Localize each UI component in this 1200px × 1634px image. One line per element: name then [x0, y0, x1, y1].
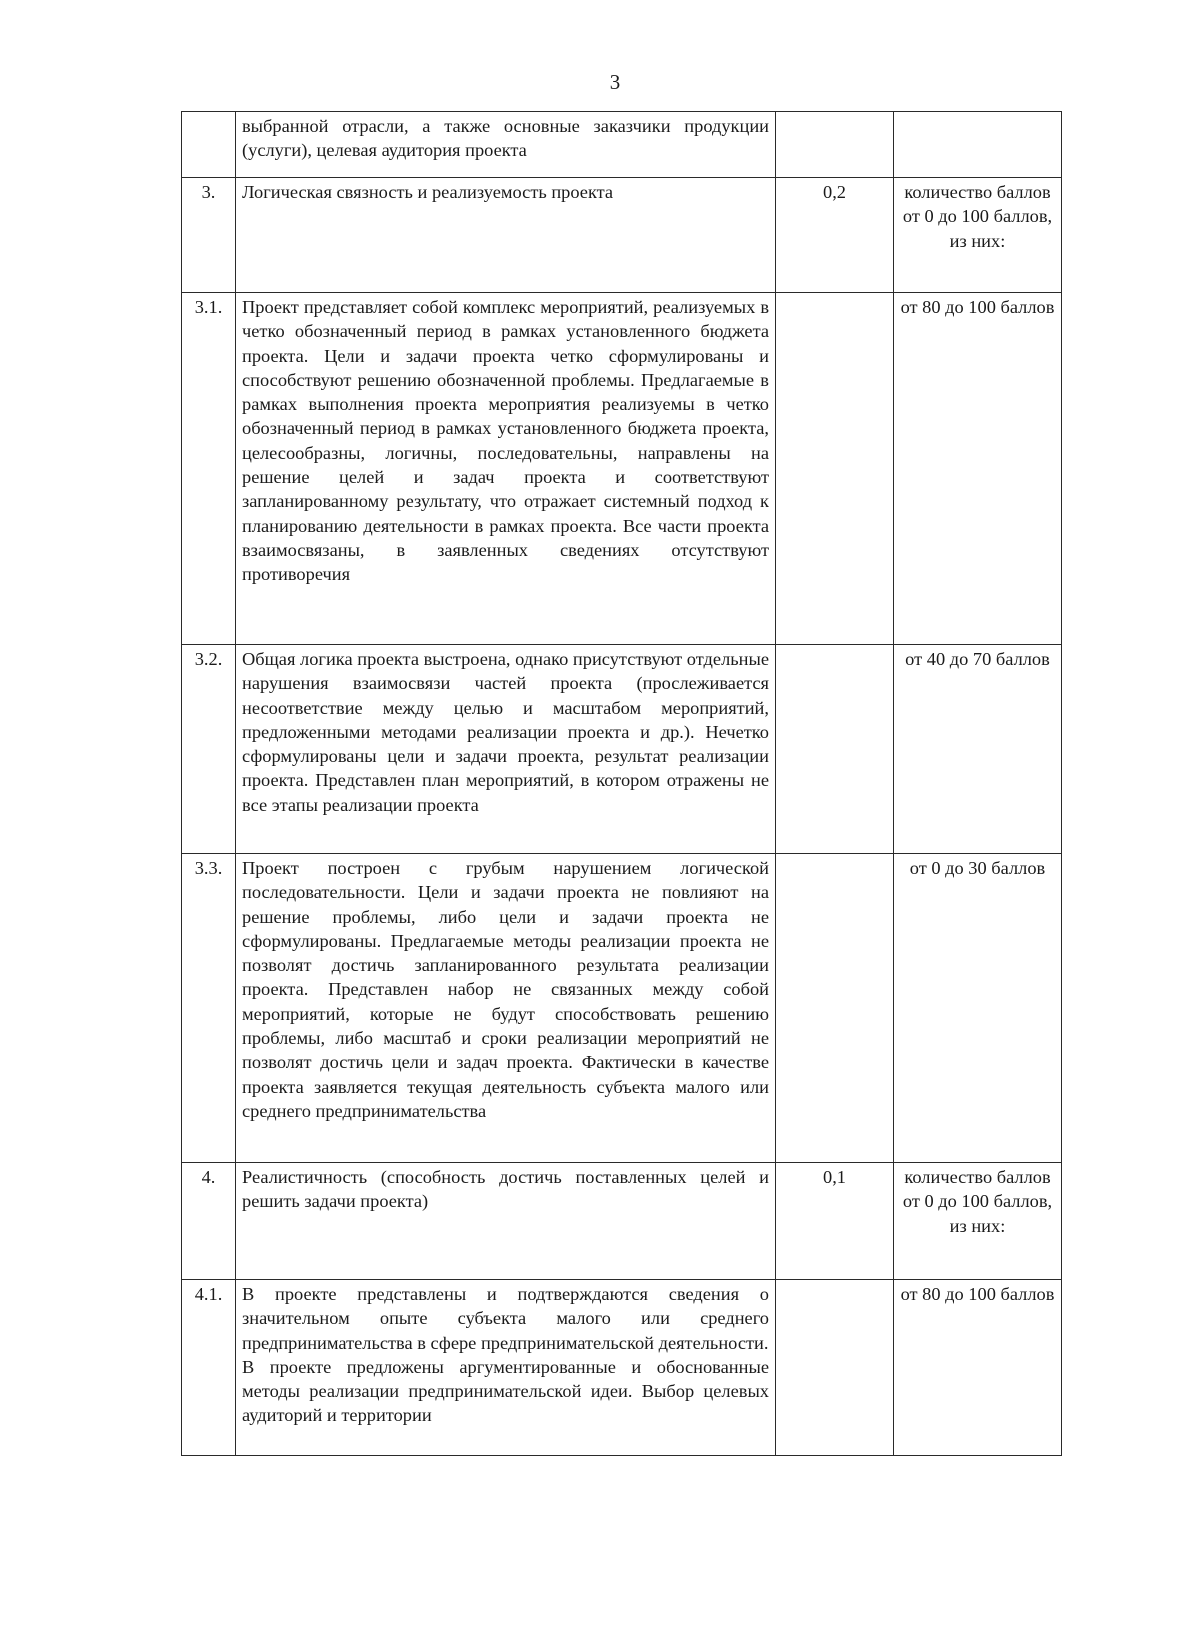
criterion-description-paragraph: В проекте представлены и подтверждаются сведения о значительном опыте субъекта малого или среднего предпринимательства в сфере предпринимательской деятельности.: [242, 1284, 769, 1353]
criterion-score: количество баллов от 0 до 100 баллов, из них:: [894, 1163, 1062, 1280]
criterion-score: [894, 112, 1062, 178]
table-row: [182, 293, 1062, 645]
criterion-weight: [776, 1280, 894, 1456]
criterion-score: от 40 до 70 баллов: [894, 645, 1062, 854]
criterion-description: Реалистичность (способность достичь поставленных целей и решить задачи проекта): [236, 1163, 776, 1280]
criterion-number: [182, 112, 236, 178]
criterion-score: от 80 до 100 баллов: [894, 1280, 1062, 1456]
criterion-description: Общая логика проекта выстроена, однако присутствуют отдельные нарушения взаимосвязи частей проекта (прослеживается несоответствие между целью и масштабом мероприятий, предложенными методами реализации проекта и др.). Нечетко сформулированы цели и задачи проекта, результат реализации проекта. Представлен план мероприятий, в котором отражены не все этапы реализации проекта: [236, 645, 776, 854]
criterion-number: 4.1.: [182, 1280, 236, 1456]
criterion-description: Логическая связность и реализуемость проекта: [236, 178, 776, 293]
criterion-number: 3.2.: [182, 645, 236, 854]
table-row: [182, 645, 1062, 854]
criterion-weight: [776, 112, 894, 178]
criterion-number: 3.1.: [182, 293, 236, 645]
criterion-description: Проект построен с грубым нарушением логической последовательности. Цели и задачи проекта не повлияют на решение проблемы, либо цели и задачи проекта не сформулированы. Предлагаемые методы реализации проекта не позволят достичь запланированного результата реализации проекта. Представлен набор не связанных между собой мероприятий, которые не будут способствовать решению проблемы, либо масштаб и сроки реализации мероприятий не позволят достичь цели и задач проекта. Фактически в качестве проекта заявляется текущая деятельность субъекта малого или среднего предпринимательства: [236, 854, 776, 1163]
criterion-weight: 0,2: [776, 178, 894, 293]
criterion-weight: [776, 293, 894, 645]
table-row: [182, 178, 1062, 293]
table-row: [182, 854, 1062, 1163]
criterion-weight: [776, 645, 894, 854]
criterion-weight: [776, 854, 894, 1163]
criterion-weight: 0,1: [776, 1163, 894, 1280]
criterion-number: 3.3.: [182, 854, 236, 1163]
criterion-description: Проект представляет собой комплекс мероприятий, реализуемых в четко обозначенный период в рамках установленного бюджета проекта. Цели и задачи проекта четко сформулированы и способствуют решению обозначенной проблемы. Предлагаемые в рамках выполнения проекта мероприятия реализуемы в четко обозначенный период в рамках установленного бюджета проекта, целесообразны, логичны, последовательны, направлены на решение целей и задач проекта и соответствуют запланированному результату, что отражает системный подход к планированию деятельности в рамках проекта. Все части проекта взаимосвязаны, в заявленных сведениях отсутствуют противоречия: [236, 293, 776, 645]
criterion-description-paragraph: В проекте предложены аргументированные и обоснованные методы реализации предпринимательской идеи. Выбор целевых аудиторий и территории: [242, 1356, 769, 1426]
criterion-number: 3.: [182, 178, 236, 293]
criterion-number: 4.: [182, 1163, 236, 1280]
criterion-score: от 80 до 100 баллов: [894, 293, 1062, 645]
criterion-score: от 0 до 30 баллов: [894, 854, 1062, 1163]
table-row: [182, 1163, 1062, 1280]
page-number: 3: [609, 70, 621, 94]
criterion-description: [236, 1280, 776, 1456]
criterion-score: количество баллов от 0 до 100 баллов, из них:: [894, 178, 1062, 293]
table-row: [182, 112, 1062, 178]
criterion-description: выбранной отрасли, а также основные заказчики продукции (услуги), целевая аудитория проекта: [236, 112, 776, 178]
evaluation-criteria-table: [181, 111, 1062, 1456]
table-row: [182, 1280, 1062, 1456]
